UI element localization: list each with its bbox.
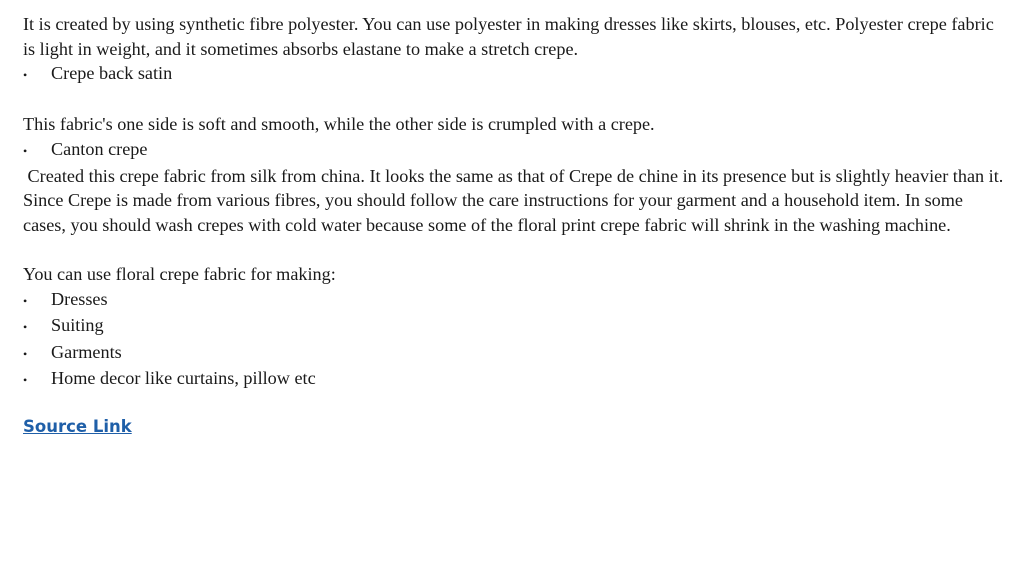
bullet-icon: • xyxy=(23,320,28,335)
paragraph-uses-intro: You can use floral crepe fabric for making: xyxy=(23,263,336,284)
list-item-crepe-back-satin xyxy=(23,61,1008,88)
bullet-icon: • xyxy=(23,346,28,361)
source-link[interactable]: Source Link xyxy=(23,416,132,436)
bullet-icon: • xyxy=(23,68,28,83)
bullet-icon: • xyxy=(23,143,28,158)
list-item xyxy=(23,287,1008,314)
list-item-label: Canton crepe xyxy=(51,138,148,159)
bullet-icon: • xyxy=(23,293,28,308)
list-item-canton-crepe xyxy=(23,137,1008,164)
list-item xyxy=(23,366,1008,393)
list-item-label: Home decor like curtains, pillow etc xyxy=(51,368,316,389)
paragraph-polyester-crepe: It is created by using synthetic fibre polyester. You can use polyester in making dresses like skirts, blouses, etc. Polyester crepe fabric is light in weight, and it sometimes absorbs elastane to make a stretch crepe. xyxy=(23,14,994,59)
spacer xyxy=(23,88,1008,113)
list-item xyxy=(23,313,1008,340)
list-item-label: Crepe back satin xyxy=(51,63,173,84)
list-item xyxy=(23,340,1008,367)
bullet-icon: • xyxy=(23,373,28,388)
paragraph-care-instructions: Since Crepe is made from various fibres, you should follow the care instructions for your garment and a household item. In some cases, you should wash crepes with cold water because some of the floral print crepe fabric will shrink in the washing machine. xyxy=(23,190,963,235)
document-body xyxy=(23,12,1008,440)
paragraph-crepe-back-satin: This fabric's one side is soft and smooth, while the other side is crumpled with a crepe. xyxy=(23,114,655,135)
source-link-container xyxy=(23,414,1008,440)
list-item-label: Suiting xyxy=(51,315,104,336)
list-item-label: Garments xyxy=(51,341,122,362)
list-item-label: Dresses xyxy=(51,288,108,309)
spacer xyxy=(23,237,1008,262)
paragraph-canton-crepe: Created this crepe fabric from silk from china. It looks the same as that of Crepe de chine in its presence but is slightly heavier than it. xyxy=(23,165,1004,186)
